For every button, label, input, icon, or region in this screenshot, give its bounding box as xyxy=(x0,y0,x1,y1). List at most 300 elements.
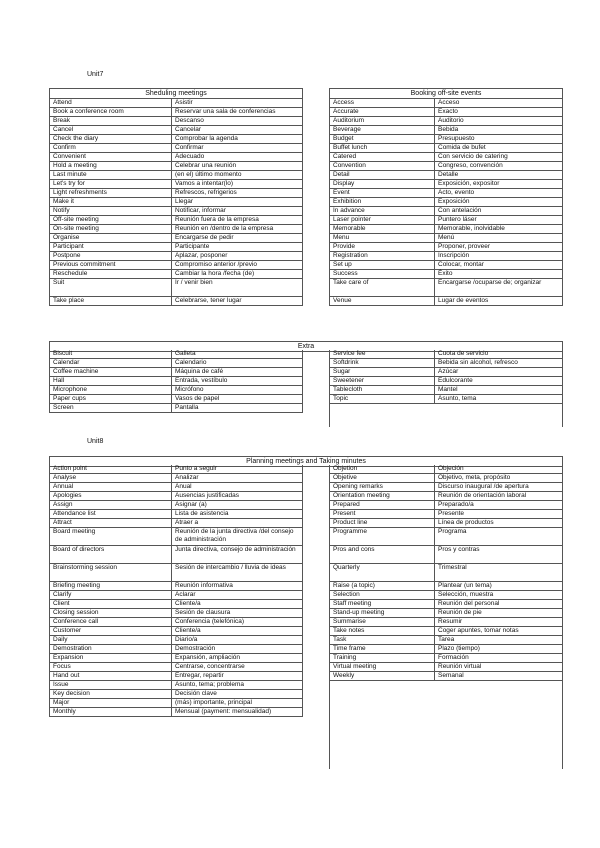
term-english: Display xyxy=(330,180,435,188)
term-spanish: Asistir xyxy=(175,99,193,106)
table-row xyxy=(330,386,562,395)
term-spanish: Reunión del personal xyxy=(438,600,500,607)
term-english: Catered xyxy=(330,153,435,161)
term-spanish: Lista de asistencia xyxy=(175,510,229,517)
term-english: Last minute xyxy=(50,171,172,179)
term-spanish: Reunión fuera de la empresa xyxy=(175,216,259,223)
table-row xyxy=(50,368,302,377)
table-row xyxy=(330,654,562,663)
table-row xyxy=(330,99,562,108)
term-english: Issue xyxy=(50,681,172,689)
term-spanish: Calendario xyxy=(175,359,207,366)
table-row xyxy=(330,350,562,359)
table-row xyxy=(330,528,562,546)
table-row xyxy=(50,681,302,690)
table-row xyxy=(50,279,302,297)
term-spanish: Programa xyxy=(438,528,467,535)
term-spanish: Exposición xyxy=(438,198,470,205)
term-spanish: Acceso xyxy=(438,99,460,106)
term-english: Attendance list xyxy=(50,510,172,518)
term-spanish: Encargarse de pedir xyxy=(175,234,234,241)
term-english: Softdrink xyxy=(330,359,435,367)
term-spanish: Punto a seguir xyxy=(175,465,217,472)
term-english: Paper cups xyxy=(50,395,172,403)
scheduling-rows xyxy=(50,99,302,305)
table-row xyxy=(330,609,562,618)
term-english: Staff meeting xyxy=(330,600,435,608)
term-english: Client xyxy=(50,600,172,608)
table-row xyxy=(50,510,302,519)
booking-table xyxy=(329,88,563,306)
table-row xyxy=(330,672,562,681)
term-spanish: Reunión de la junta directiva /del consejo de administración xyxy=(175,528,294,543)
term-english: Major xyxy=(50,699,172,707)
table-row xyxy=(50,99,302,108)
table-row xyxy=(330,234,562,243)
term-spanish: Atraer a xyxy=(175,519,199,526)
table-row xyxy=(50,609,302,618)
table-row xyxy=(330,600,562,609)
term-english: Take notes xyxy=(330,627,435,635)
term-spanish: Exacto xyxy=(438,108,458,115)
term-english: Book a conference room xyxy=(50,108,172,116)
extra-left-rows xyxy=(49,350,303,413)
term-spanish: Preparado/a xyxy=(438,501,474,508)
table-row xyxy=(50,359,302,368)
table-row xyxy=(330,636,562,645)
term-spanish: Discurso inaugural /de apertura xyxy=(438,483,529,490)
term-english: Daily xyxy=(50,636,172,644)
term-spanish: Detalle xyxy=(438,171,459,178)
planning-left-rows xyxy=(49,465,303,717)
term-english: Set up xyxy=(330,261,435,269)
table-row xyxy=(330,483,562,492)
term-english: Event xyxy=(330,189,435,197)
term-spanish: Selección, muestra xyxy=(438,591,494,598)
term-spanish: Pantalla xyxy=(175,404,199,411)
term-spanish: Comprobar la agenda xyxy=(175,135,238,142)
term-spanish: Reservar una sala de conferencias xyxy=(175,108,276,115)
term-english: Virtual meeting xyxy=(330,663,435,671)
term-spanish: Cliente/a xyxy=(175,627,201,634)
term-spanish: Proponer, proveer xyxy=(438,243,491,250)
term-english: Hand out xyxy=(50,672,172,680)
table-row xyxy=(50,135,302,144)
term-english: Exhibition xyxy=(330,198,435,206)
table-row xyxy=(50,162,302,171)
term-spanish: Reunión informativa xyxy=(175,582,233,589)
term-english: Present xyxy=(330,510,435,518)
table-row xyxy=(50,261,302,270)
table-row xyxy=(330,519,562,528)
term-english: Objetion xyxy=(330,465,435,473)
term-spanish: Acto, evento xyxy=(438,189,475,196)
table-row xyxy=(330,189,562,198)
term-english: Expansion xyxy=(50,654,172,662)
term-spanish: Línea de productos xyxy=(438,519,494,526)
table-row xyxy=(50,501,302,510)
term-spanish: Diario/a xyxy=(175,636,198,643)
table-row xyxy=(50,645,302,654)
table-row xyxy=(330,627,562,636)
table-row xyxy=(50,180,302,189)
term-spanish: Edulcorante xyxy=(438,377,473,384)
table-row xyxy=(330,377,562,386)
term-english: Provide xyxy=(330,243,435,251)
table-row xyxy=(330,501,562,510)
term-spanish: Descanso xyxy=(175,117,204,124)
table-row xyxy=(50,528,302,546)
term-spanish: Con servicio de catering xyxy=(438,153,508,160)
term-spanish: Aclarar xyxy=(175,591,196,598)
table-row xyxy=(330,564,562,582)
term-spanish: Vasos de papel xyxy=(175,395,220,402)
term-spanish: Demostración xyxy=(175,645,216,652)
table-row xyxy=(50,386,302,395)
term-english: Laser pointer xyxy=(330,216,435,224)
term-spanish: Máquina de café xyxy=(175,368,224,375)
term-english: Detail xyxy=(330,171,435,179)
term-spanish: Junta directiva, consejo de administración xyxy=(175,546,296,553)
term-english: Key decision xyxy=(50,690,172,698)
table-row xyxy=(50,582,302,591)
table-row xyxy=(50,465,302,474)
table-row xyxy=(330,297,562,305)
table-row xyxy=(330,270,562,279)
term-english: In advance xyxy=(330,207,435,215)
table-row xyxy=(330,474,562,483)
term-spanish: Sesión de intercambio / lluvia de ideas xyxy=(175,564,286,571)
term-english: Brainstorming session xyxy=(50,564,172,581)
term-spanish: Plazo (tiempo) xyxy=(438,645,480,652)
term-english: Sugar xyxy=(330,368,435,376)
table-row xyxy=(50,690,302,699)
table-row xyxy=(50,234,302,243)
table-row xyxy=(50,519,302,528)
term-english: Quarterly xyxy=(330,564,435,581)
table-row xyxy=(50,699,302,708)
term-spanish: Coger apuntes, tomar notas xyxy=(438,627,519,634)
term-english: Demostration xyxy=(50,645,172,653)
table-row xyxy=(330,492,562,501)
term-spanish: Mensual (payment: mensualidad) xyxy=(175,708,272,715)
term-spanish: Trimestral xyxy=(438,564,467,571)
term-spanish: Sesión de clausura xyxy=(175,609,231,616)
table-row xyxy=(50,126,302,135)
term-spanish: Inscripción xyxy=(438,252,470,259)
table-row xyxy=(330,198,562,207)
scheduling-title: Sheduling meetings xyxy=(50,89,302,99)
table-row xyxy=(50,171,302,180)
term-english: Hall xyxy=(50,377,172,385)
term-english: Access xyxy=(330,99,435,107)
term-english: Prepared xyxy=(330,501,435,509)
term-spanish: Auditorio xyxy=(438,117,464,124)
term-spanish: Anual xyxy=(175,483,192,490)
term-spanish: Objeción xyxy=(438,465,464,472)
table-row xyxy=(50,672,302,681)
term-english: Budget xyxy=(330,135,435,143)
term-english: Accurate xyxy=(330,108,435,116)
table-row xyxy=(330,180,562,189)
term-spanish: Reunión de orientación laboral xyxy=(438,492,527,499)
term-spanish: Presente xyxy=(438,510,465,517)
term-spanish: Tarea xyxy=(438,636,455,643)
term-english: Hold a meeting xyxy=(50,162,172,170)
term-english: Service fee xyxy=(330,350,435,358)
term-spanish: Aplazar, posponer xyxy=(175,252,228,259)
table-row xyxy=(50,395,302,404)
term-english: Notify xyxy=(50,207,172,215)
table-row xyxy=(50,636,302,645)
term-spanish: Cancelar xyxy=(175,126,202,133)
term-spanish: Reunión en /dentro de la empresa xyxy=(175,225,274,232)
term-spanish: Celebrarse, tener lugar xyxy=(175,297,242,304)
term-english: Attend xyxy=(50,99,172,107)
term-spanish: Celebrar una reunión xyxy=(175,162,237,169)
term-english: Raise (a topic) xyxy=(330,582,435,590)
table-row xyxy=(50,492,302,501)
table-row xyxy=(330,368,562,377)
table-row xyxy=(50,618,302,627)
term-spanish: Comida de bufet xyxy=(438,144,486,151)
term-english: Selection xyxy=(330,591,435,599)
term-english: Analyse xyxy=(50,474,172,482)
table-row xyxy=(330,261,562,270)
term-english: Registration xyxy=(330,252,435,260)
table-row xyxy=(330,591,562,600)
term-english: Confirm xyxy=(50,144,172,152)
table-row xyxy=(50,546,302,564)
table-row xyxy=(330,216,562,225)
planning-title: Planning meetings and Taking minutes xyxy=(50,457,562,467)
term-spanish: Micrófono xyxy=(175,386,204,393)
term-english: Check the diary xyxy=(50,135,172,143)
term-english: Off-site meeting xyxy=(50,216,172,224)
term-english: Customer xyxy=(50,627,172,635)
term-english: Product line xyxy=(330,519,435,527)
term-english: Auditorium xyxy=(330,117,435,125)
table-row xyxy=(330,108,562,117)
table-row xyxy=(50,270,302,279)
table-row xyxy=(50,483,302,492)
table-row xyxy=(330,117,562,126)
table-row xyxy=(50,243,302,252)
table-row xyxy=(50,198,302,207)
table-row xyxy=(50,627,302,636)
term-english: Buffet lunch xyxy=(330,144,435,152)
table-row xyxy=(50,225,302,234)
table-row xyxy=(330,359,562,368)
table-row xyxy=(50,564,302,582)
term-english: Convenient xyxy=(50,153,172,161)
term-spanish: Centrarse, concentrarse xyxy=(175,663,245,670)
term-english: Microphone xyxy=(50,386,172,394)
term-spanish: Asunto, tema; problema xyxy=(175,681,245,688)
table-row xyxy=(330,395,562,404)
unit7-label: Unit7 xyxy=(87,71,104,78)
term-spanish: Reunión de pie xyxy=(438,609,482,616)
term-english: Participant xyxy=(50,243,172,251)
extra-right-rows xyxy=(329,350,563,427)
term-english: Action point xyxy=(50,465,172,473)
unit8-label: Unit8 xyxy=(87,438,104,445)
term-english: Memorable xyxy=(330,225,435,233)
table-row xyxy=(330,663,562,672)
term-english: Convention xyxy=(330,162,435,170)
term-spanish: Encargarse /ocuparse de; organizar xyxy=(438,279,542,286)
table-row xyxy=(50,377,302,386)
term-spanish: Menú xyxy=(438,234,455,241)
term-spanish: Asunto, tema xyxy=(438,395,477,402)
term-english: Take care of xyxy=(330,279,435,296)
term-english: Board of directors xyxy=(50,546,172,563)
table-row xyxy=(330,582,562,591)
table-row xyxy=(50,207,302,216)
term-english: Apologies xyxy=(50,492,172,500)
term-spanish: Formación xyxy=(438,654,469,661)
term-spanish: Adecuado xyxy=(175,153,205,160)
term-spanish: Entrada, vestíbulo xyxy=(175,377,228,384)
table-row xyxy=(330,243,562,252)
table-row xyxy=(50,663,302,672)
term-spanish: (más) importante, principal xyxy=(175,699,252,706)
term-english: Training xyxy=(330,654,435,662)
table-row xyxy=(330,135,562,144)
term-english: Clarify xyxy=(50,591,172,599)
table-row xyxy=(50,654,302,663)
term-spanish: Exposición, expositor xyxy=(438,180,500,187)
term-english: Annual xyxy=(50,483,172,491)
table-row xyxy=(330,645,562,654)
term-english: Take place xyxy=(50,297,172,305)
table-row xyxy=(50,297,302,305)
table-row xyxy=(50,144,302,153)
term-spanish: Con antelación xyxy=(438,207,482,214)
table-row xyxy=(50,153,302,162)
term-english: Coffee machine xyxy=(50,368,172,376)
term-spanish: Congreso, convención xyxy=(438,162,503,169)
term-english: Screen xyxy=(50,404,172,412)
term-spanish: Puntero láser xyxy=(438,216,477,223)
table-row xyxy=(50,600,302,609)
term-english: Time frame xyxy=(330,645,435,653)
term-spanish: Participante xyxy=(175,243,210,250)
table-row xyxy=(330,162,562,171)
term-english: Briefing meeting xyxy=(50,582,172,590)
term-english: Opening remarks xyxy=(330,483,435,491)
term-english: Attract xyxy=(50,519,172,527)
term-english: Conference call xyxy=(50,618,172,626)
term-spanish: Colocar, montar xyxy=(438,261,484,268)
term-spanish: Analizar xyxy=(175,474,199,481)
term-english: Focus xyxy=(50,663,172,671)
term-english: Let's try for xyxy=(50,180,172,188)
term-spanish: Azúcar xyxy=(438,368,459,375)
term-english: Make it xyxy=(50,198,172,206)
term-english: Organise xyxy=(50,234,172,242)
table-row xyxy=(50,404,302,413)
table-row xyxy=(330,252,562,261)
term-spanish: Compromiso anterior /previo xyxy=(175,261,258,268)
term-spanish: Pros y contras xyxy=(438,546,480,553)
table-row xyxy=(50,189,302,198)
term-spanish: Vamos a intentar(lo) xyxy=(175,180,234,187)
term-english: Venue xyxy=(330,297,435,305)
term-english: Stand-up meeting xyxy=(330,609,435,617)
booking-title: Booking off-site events xyxy=(330,89,562,99)
table-row xyxy=(330,207,562,216)
table-row xyxy=(330,465,562,474)
term-english: Summarise xyxy=(330,618,435,626)
table-row xyxy=(50,216,302,225)
term-english: On-site meeting xyxy=(50,225,172,233)
term-spanish: Semanal xyxy=(438,672,464,679)
term-spanish: Refrescos, refrigerios xyxy=(175,189,237,196)
table-row xyxy=(330,618,562,627)
term-spanish: Bebida sin alcohol, refresco xyxy=(438,359,518,366)
term-english: Task xyxy=(330,636,435,644)
term-spanish: Ausencias justificadas xyxy=(175,492,239,499)
table-row xyxy=(50,708,302,717)
term-spanish: Decisión clave xyxy=(175,690,217,697)
term-english: Light refreshments xyxy=(50,189,172,197)
term-english: Biscuit xyxy=(50,350,172,358)
term-spanish: Conferencia (telefónica) xyxy=(175,618,245,625)
term-english: Monthly xyxy=(50,708,172,716)
term-spanish: Presupuesto xyxy=(438,135,475,142)
term-english: Orientation meeting xyxy=(330,492,435,500)
term-english: Board meeting xyxy=(50,528,172,545)
term-english: Topic xyxy=(330,395,435,403)
term-english: Pros and cons xyxy=(330,546,435,563)
table-row xyxy=(330,171,562,180)
term-english: Assign xyxy=(50,501,172,509)
term-spanish: Llegar xyxy=(175,198,194,205)
term-english: Beverage xyxy=(330,126,435,134)
term-spanish: Lugar de eventos xyxy=(438,297,489,304)
term-spanish: Asignar (a) xyxy=(175,501,207,508)
term-english: Sweetener xyxy=(330,377,435,385)
term-english: Suit xyxy=(50,279,172,296)
extra-title: Extra xyxy=(50,342,562,352)
term-english: Postpone xyxy=(50,252,172,260)
table-row xyxy=(330,144,562,153)
term-spanish: (en el) último momento xyxy=(175,171,242,178)
table-row xyxy=(50,117,302,126)
term-spanish: Galleta xyxy=(175,350,196,357)
term-english: Calendar xyxy=(50,359,172,367)
table-row xyxy=(50,350,302,359)
term-english: Weekly xyxy=(330,672,435,680)
table-row xyxy=(50,474,302,483)
term-spanish: Ir / venir bien xyxy=(175,279,213,286)
term-spanish: Cuota de servicio xyxy=(438,350,489,357)
table-row xyxy=(330,153,562,162)
term-english: Break xyxy=(50,117,172,125)
term-spanish: Reunión virtual xyxy=(438,663,482,670)
table-row xyxy=(330,279,562,297)
table-row xyxy=(330,510,562,519)
booking-rows xyxy=(330,99,562,305)
table-row xyxy=(50,108,302,117)
planning-right-rows xyxy=(329,465,563,769)
table-row xyxy=(50,591,302,600)
term-english: Objetive xyxy=(330,474,435,482)
term-spanish: Bebida xyxy=(438,126,459,133)
term-english: Previous commitment xyxy=(50,261,172,269)
term-spanish: Resumir xyxy=(438,618,463,625)
